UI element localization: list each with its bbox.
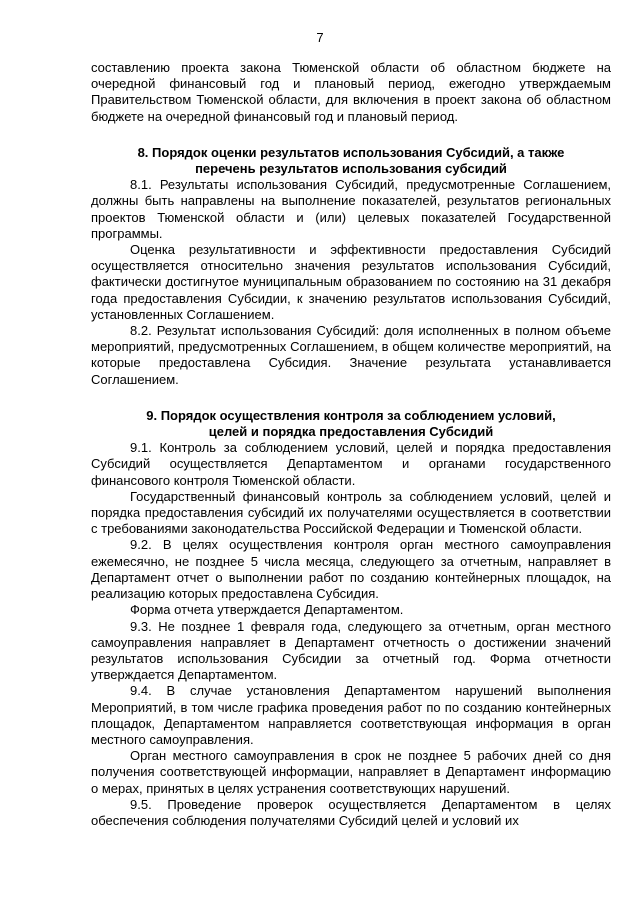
paragraph-9-4-response: Орган местного самоуправления в срок не позднее 5 рабочих дней со дня получения соответствующей информации, направляет в Департамент информацию о мерах, принятых в целях устранения соответствующих нарушений.	[91, 748, 611, 796]
section-9-heading-line-1: 9. Порядок осуществления контроля за соблюдением условий,	[146, 407, 556, 423]
paragraph-9-2: 9.2. В целях осуществления контроля орган местного самоуправления ежемесячно, не позднее 5 числа месяца, следующего за отчетным, направляет в Департамент отчет о выполнении работ по созданию контейнерных площадок, на реализацию которых предоставлена Субсидия.	[91, 537, 611, 602]
paragraph-9-1: 9.1. Контроль за соблюдением условий, целей и порядка предоставления Субсидий осуществляется Департаментом и органами государственного финансового контроля Тюменской области.	[91, 440, 611, 488]
section-8-heading-line-2: перечень результатов использования субсидий	[195, 161, 507, 177]
paragraph-9-2-report-form: Форма отчета утверждается Департаментом.	[130, 602, 404, 618]
section-8-heading-line-1: 8. Порядок оценки результатов использования Субсидий, а также	[137, 144, 565, 160]
section-8	[91, 145, 611, 388]
page-number: 7	[316, 30, 324, 45]
paragraph-8-2: 8.2. Результат использования Субсидий: доля исполненных в полном объеме мероприятий, предусмотренных Соглашением, в общем количестве мероприятий, на которые предоставлена Субсидия. Значение результата устанавливается Соглашением.	[91, 323, 611, 387]
paragraph-9-3: 9.3. Не позднее 1 февраля года, следующего за отчетным, орган местного самоуправления направляет в Департамент отчетность о достижении значений результатов использования Субсидии за отчетный год. Форма отчетности утверждается Департаментом.	[91, 618, 611, 683]
paragraph-8-1-evaluation: Оценка результативности и эффективности предоставления Субсидий осуществляется относительно значения результатов использования Субсидий, фактически достигнутое муниципальным образованием по состоянию на 31 декабря года предоставления Субсидии, к значению результатов использования Субсидий, установленных Соглашением.	[91, 242, 611, 322]
paragraph-9-4: 9.4. В случае установления Департаментом нарушений выполнения Мероприятий, в том числе графика проведения работ по по созданию контейнерных площадок, Департаментом направляется соответствующая информация в орган местного самоуправления.	[91, 683, 611, 747]
document-body	[91, 60, 611, 829]
intro-paragraph: составлению проекта закона Тюменской области об областном бюджете на очередной финансовый год и плановый период, ежегодно утверждаемым Правительством Тюменской области, для включения в проект закона об областном бюджете на очередной финансовый год и плановый период.	[91, 60, 611, 124]
paragraph-9-1-state-control: Государственный финансовый контроль за соблюдением условий, целей и порядка предоставления субсидий их получателями осуществляется в соответствии с требованиями законодательства Российской Федерации и Тюменской области.	[91, 488, 611, 537]
paragraph-9-5: 9.5. Проведение проверок осуществляется Департаментом в целях обеспечения соблюдения получателями Субсидий целей и условий их	[91, 796, 611, 828]
paragraph-8-1: 8.1. Результаты использования Субсидий, предусмотренные Соглашением, должны быть направлены на выполнение показателей, результатов региональных проектов Тюменской области и (или) целевых показателей Государственной программы.	[91, 177, 611, 241]
section-9-heading-line-2: целей и порядка предоставления Субсидий	[208, 424, 494, 440]
section-9	[91, 408, 611, 829]
